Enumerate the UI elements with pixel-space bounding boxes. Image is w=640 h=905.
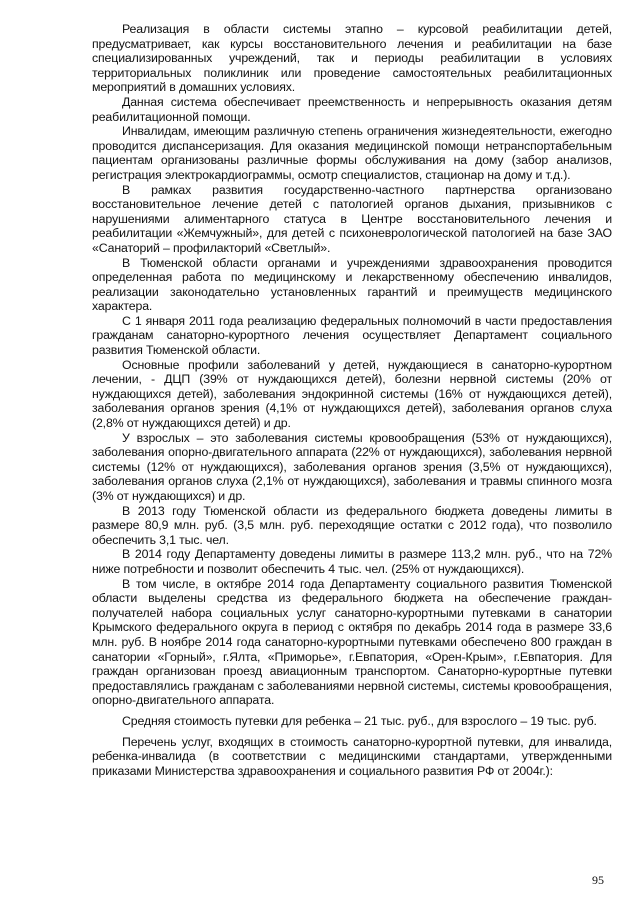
paragraph-dispensarization: Инвалидам, имеющим различную степень ограничения жизнедеятельности, ежегодно проводится диспансеризация. Для оказания медицинской помощи нетранспортабельным пациентам организованы различные формы обслуживания на дому (забор анализов, регистрация электрокардиограммы, осмотр специалистов, стационар на дому и т.д.).	[92, 124, 612, 182]
paragraph-rehabilitation-system: Реализация в области системы этапно – курсовой реабилитации детей, предусматривает, как курсы восстановительного лечения и реабилитации на базе специализированных учреждений, так и периоды реабилитации в условиях территориальных поликлиник или проведение самостоятельных реабилитационных мероприятий в домашних условиях.	[92, 22, 612, 95]
paragraph-adult-diseases: У взрослых – это заболевания системы кровообращения (53% от нуждающихся), заболевания опорно-двигательного аппарата (22% от нуждающихся), заболевания нервной системы (12% от нуждающихся), заболевания органов зрения (3,5% от нуждающихся), заболевания органов слуха (2,1% от нуждающихся), заболевания и травмы спинного мозга (3% от нуждающихся) и др.	[92, 430, 612, 503]
paragraph-services-list: Перечень услуг, входящих в стоимость санаторно-курортной путевки, для инвалида, ребенка-инвалида (в соответствии с медицинскими стандартами, утвержденными приказами Министерства здравоохранения и социального развития РФ от 2004г.):	[92, 734, 612, 778]
page-number: 95	[592, 873, 604, 887]
paragraph-children-diseases: Основные профили заболеваний у детей, нуждающиеся в санаторно-курортном лечении, - ДЦП (39% от нуждающихся детей), болезни нервной системы (20% от нуждающихся детей), заболевания эндокринной системы (16% от нуждающихся детей), заболевания органов зрения (4,1% от нуждающихся детей), заболевания органов слуха (2,8% от нуждающихся детей) и др.	[92, 357, 612, 431]
paragraph-average-cost: Средняя стоимость путевки для ребенка – 21 тыс. руб., для взрослого – 19 тыс. руб.	[122, 713, 597, 728]
paragraph-federal-powers: С 1 января 2011 года реализацию федеральных полномочий в части предоставления гражданам санаторно-курортного лечения осуществляет Департамент социального развития Тюменской области.	[92, 313, 612, 358]
paragraph-medical-provision: В Тюменской области органами и учреждениями здравоохранения проводится определенная работа по медицинскому и лекарственному обеспечению инвалидов, реализации законодательно установленных гарантий и преимуществ медицинского характера.	[92, 255, 612, 314]
paragraph-crimea-vouchers: В том числе, в октябре 2014 года Департаменту социального развития Тюменской области выделены средства из федерального бюджета на обеспечение граждан-получателей набора социальных услуг санаторно-курортными путевками в санатории Крымского федерального округа в период с октября по декабрь 2014 года в размере 33,6 млн. руб. В ноябре 2014 года санаторно-курортными путевками обеспечено 800 граждан в санатории «Горный», г.Ялта, «Приморье», г.Евпатория, «Орен-Крым», г.Евпатория. Для граждан организован проезд авиационным транспортом. Санаторно-курортные путевки предоставлялись гражданам с заболеваниями нервной системы, системы кровообращения, опорно-двигательного аппарата.	[92, 576, 612, 708]
paragraph-limits-2014: В 2014 году Департаменту доведены лимиты в размере 113,2 млн. руб., что на 72% ниже потребности и позволит обеспечить 4 тыс. чел. (25% от нуждающихся).	[92, 547, 612, 576]
paragraph-public-private-partnership: В рамках развития государственно-частного партнерства организовано восстановительное лечение детей с патологией органов дыхания, призывников с нарушениями алиментарного статуса в Центре восстановительного лечения и реабилитации «Жемчужный», для детей с психоневрологической патологией на базе ЗАО «Санаторий – профилакторий «Светлый».	[92, 182, 612, 255]
document-body	[92, 22, 612, 778]
paragraph-continuity: Данная система обеспечивает преемственность и непрерывность оказания детям реабилитационной помощи.	[92, 94, 612, 124]
paragraph-limits-2013: В 2013 году Тюменской области из федерального бюджета доведены лимиты в размере 80,9 млн. руб. (3,5 млн. руб. переходящие остатки с 2012 года), что позволило обеспечить 3,1 тыс. чел.	[92, 503, 612, 547]
